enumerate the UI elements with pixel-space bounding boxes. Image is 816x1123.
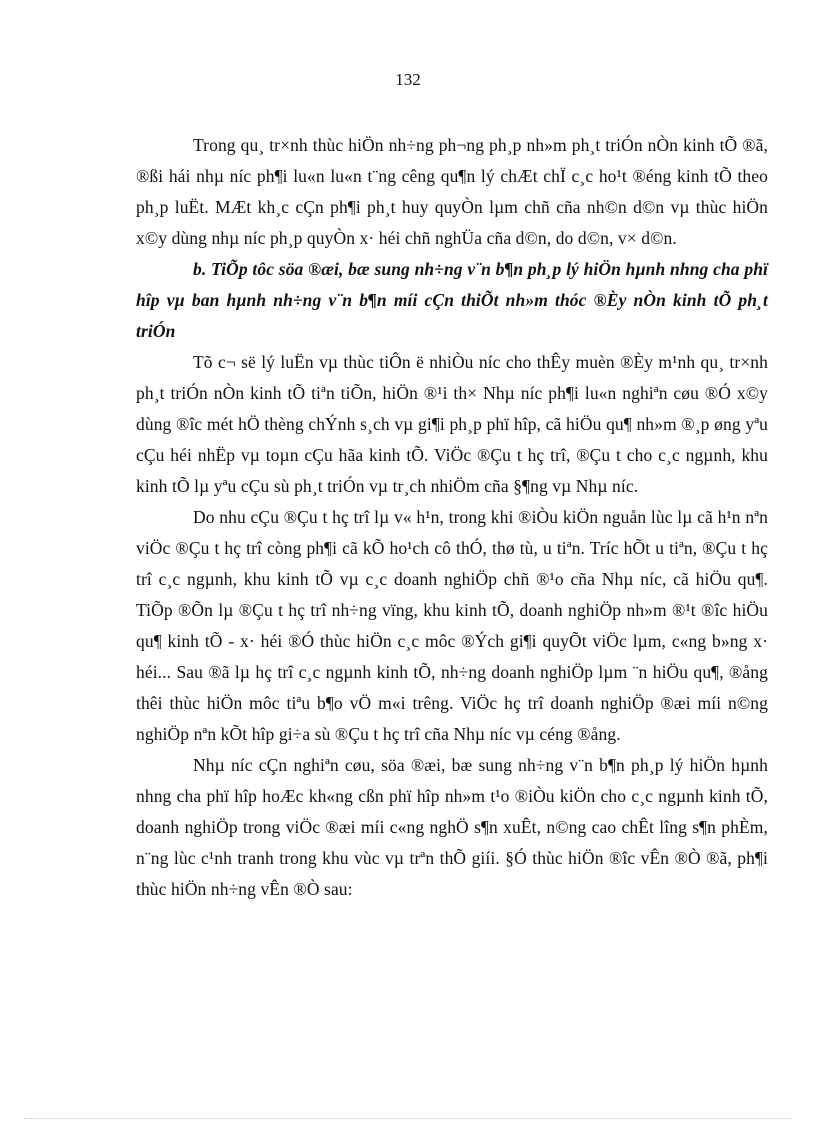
document-body [136,130,768,905]
paragraph-2: Tõ c¬ së lý luËn vµ thùc tiÔn ë nhiÒu níc cho thÊy muèn ®Èy m¹nh qu¸ tr×nh ph¸t triÓn nÒn kinh tÕ tiªn tiÕn, hiÖn ®¹i th× Nhµ níc ph¶i lu«n nghiªn cøu ®Ó x©y dùng ®îc mét hÖ thèng chÝnh s¸ch vµ gi¶i ph¸p phï hîp, cã hiÖu qu¶ nh»m ®¸p øng yªu cÇu héi nhËp vµ toµn cÇu hãa kinh tÕ. ViÖc ®Çu t hç trî, ®Çu t cho c¸c ngµnh, khu kinh tÕ lµ yªu cÇu sù ph¸t triÓn vµ tr¸ch nhiÖm cña §¶ng vµ Nhµ níc. [136,352,768,496]
page-bottom-divider [24,1118,792,1119]
page-number: 132 [395,70,421,89]
paragraph-1: Trong qu¸ tr×nh thùc hiÖn nh÷ng ph¬ng ph¸p nh»m ph¸t triÓn nÒn kinh tÕ ®ã, ®ßi hái nhµ níc ph¶i lu«n lu«n t¨ng cêng qu¶n lý chÆt chÏ c¸c ho¹t ®éng kinh tÕ theo ph¸p luËt. MÆt kh¸c cÇn ph¶i ph¸t huy quyÒn lµm chñ cña nh©n d©n vµ thùc hiÖn x©y dùng nhµ níc ph¸p quyÒn x· héi chñ nghÜa cña d©n, do d©n, v× d©n. [136,135,768,248]
paragraph-3: Do nhu cÇu ®Çu t hç trî lµ v« h¹n, trong khi ®iÒu kiÖn nguån lùc lµ cã h¹n nªn viÖc ®Çu t hç trî còng ph¶i cã kÕ ho¹ch cô thÓ, thø tù, u tiªn. Tríc hÕt u tiªn, ®Çu t hç trî c¸c ngµnh, khu kinh tÕ vµ c¸c doanh nghiÖp chñ ®¹o cña Nhµ níc, cã hiÖu qu¶. TiÕp ®Õn lµ ®Çu t hç trî nh÷ng vïng, khu kinh tÕ, doanh nghiÖp nh»m ®¹t ®îc hiÖu qu¶ kinh tÕ - x· héi ®Ó thùc hiÖn c¸c môc ®Ých gi¶i quyÕt viÖc lµm, c«ng b»ng x· héi... Sau ®ã lµ hç trî c¸c ngµnh kinh tÕ, nh÷ng doanh nghiÖp lµm ¨n hiÖu qu¶, ®ång thêi thùc hiÖn môc tiªu b¶o vÖ m«i trêng. ViÖc hç trî doanh nghiÖp ®æi míi n©ng nghiÖp nªn kÕt hîp gi÷a sù ®Çu t hç trî cña Nhµ níc vµ céng ®ång. [136,507,768,744]
section-heading-b: b. TiÕp tôc söa ®æi, bæ sung nh÷ng v¨n b¶n ph¸p lý hiÖn hµnh nhng cha phï hîp vµ ban hµnh nh÷ng v¨n b¶n míi cÇn thiÕt nh»m thóc ®Èy nÒn kinh tÕ ph¸t triÓn [136,259,768,341]
paragraph-4: Nhµ níc cÇn nghiªn cøu, söa ®æi, bæ sung nh÷ng v¨n b¶n ph¸p lý hiÖn hµnh nhng cha phï hîp hoÆc kh«ng cßn phï hîp nh»m t¹o ®iÒu kiÖn cho c¸c ngµnh kinh tÕ, doanh nghiÖp trong viÖc ®æi míi c«ng nghÖ s¶n xuÊt, n©ng cao chÊt lîng s¶n phÈm, n¨ng lùc c¹nh tranh trong khu vùc vµ trªn thÕ giíi. §Ó thùc hiÖn ®îc vÊn ®Ò ®ã, ph¶i thùc hiÖn nh÷ng vÊn ®Ò sau: [136,755,768,899]
